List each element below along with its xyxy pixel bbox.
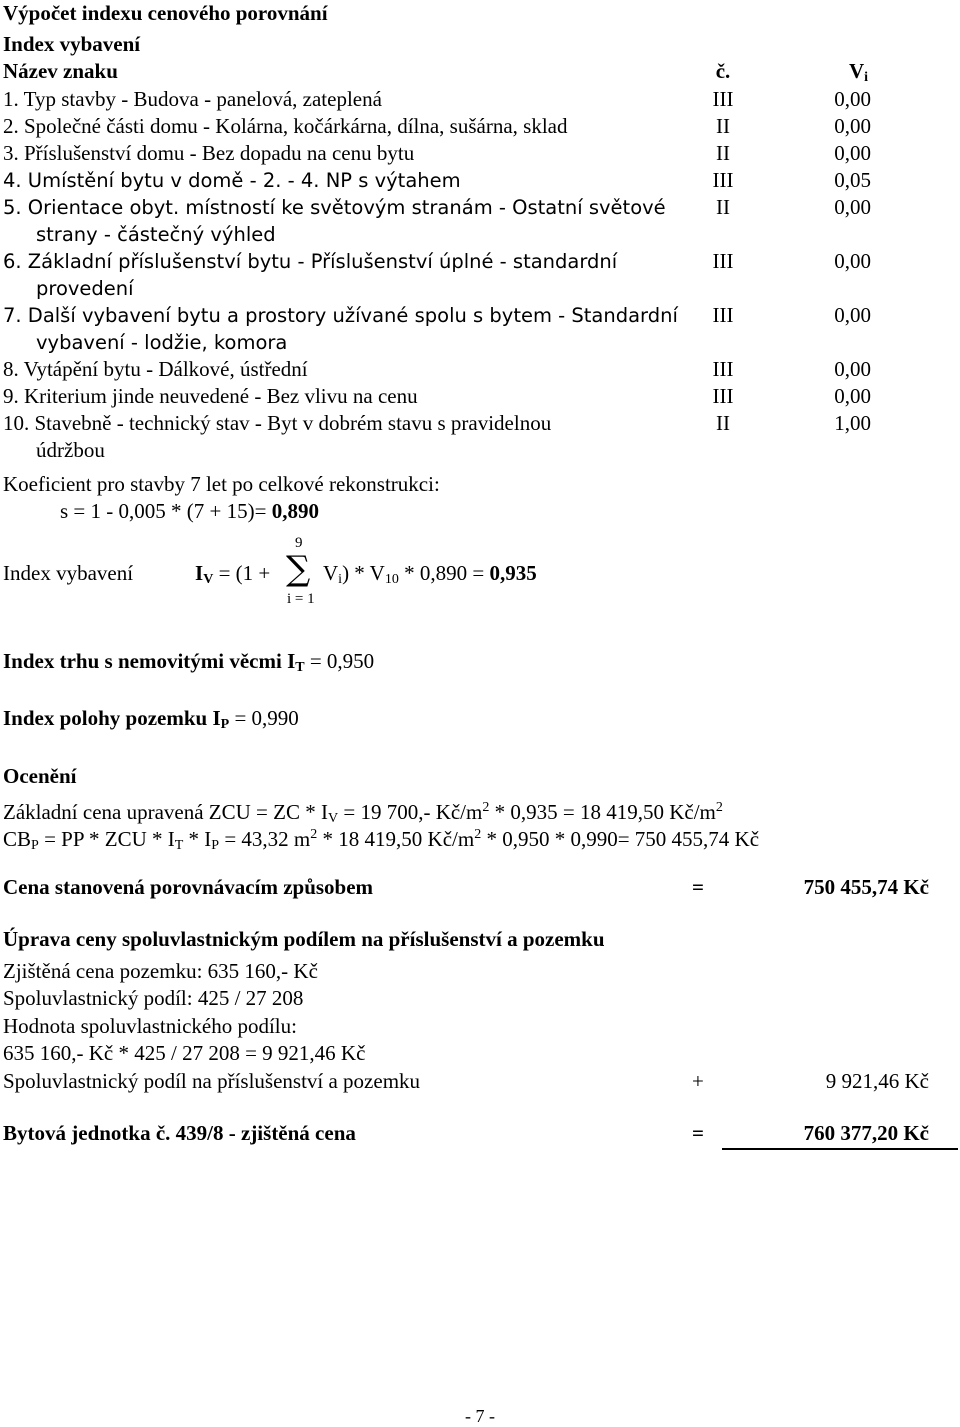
formula-label: Index vybavení xyxy=(3,561,134,585)
item-value: 0,00 xyxy=(834,141,871,165)
adjust-heading: Úprava ceny spoluvlastnickým podílem na příslušenství a pozemku xyxy=(3,927,605,951)
comparative-price-label: Cena stanovená porovnávacím způsobem xyxy=(3,875,374,899)
item-value: 0,00 xyxy=(834,357,871,381)
item-label-line2: údržbou xyxy=(36,438,105,462)
col-header-value: $V_i$ xyxy=(848,59,868,85)
col-header-name: Název znaku xyxy=(3,59,118,83)
formula-expression: $I_V = (1$ + xyxy=(195,561,271,587)
page-title: Výpočet indexu cenového porovnání xyxy=(3,1,328,25)
sum-lower-limit: i = 1 xyxy=(287,591,315,607)
final-price-underline xyxy=(722,1148,958,1150)
item-label-line1: 4. Umístění bytu v domě - 2. - 4. NP s výtahem xyxy=(3,169,461,192)
item-label-line2: vybavení - lodžie, komora xyxy=(36,331,288,354)
item-label-line2: provedení xyxy=(36,277,134,300)
item-value: 0,00 xyxy=(834,303,871,327)
share-amount-sign: + xyxy=(692,1069,704,1093)
coef-line: Koeficient pro stavby 7 let po celkové rekonstrukci: xyxy=(3,472,440,496)
item-label-line1: 5. Orientace obyt. místností ke světovým stranám - Ostatní světové xyxy=(3,196,666,219)
section-title-index-vybaveni: Index vybavení xyxy=(3,32,141,56)
comparative-price-equals: = xyxy=(692,875,704,899)
item-label xyxy=(3,248,617,302)
item-label-line1: 10. Stavebně - technický stav - Byt v dobrém stavu s pravidelnou xyxy=(3,411,552,435)
item-label xyxy=(3,167,461,194)
item-label-line1: 7. Další vybavení bytu a prostory užívané spolu s bytem - Standardní xyxy=(3,304,678,327)
item-class: III xyxy=(712,357,734,381)
cb-line: $CB_P$ = PP * ZCU * $I_T * I_P = 43,32$ $m^2 * 18$ 419,50 $Kč/m^2 * 0,950 * 0,990= 750$ 455,74 Kč xyxy=(3,827,760,853)
item-class: III xyxy=(712,87,734,111)
market-index: Index trhu s nemovitými věcmi $I_T = 0,950$ xyxy=(3,649,375,675)
index-formula xyxy=(3,535,703,615)
sum-icon: ∑ xyxy=(286,549,311,589)
zcu-line: Základní cena upravená ZCU = ZC * $I_V = 19$ 700,- $Kč/m^2 * 0,935 = 18$ 419,50 $Kč/m^2$ xyxy=(3,800,723,826)
item-class: III xyxy=(712,303,734,327)
comparative-price-amount: 750 455,74 Kč xyxy=(803,875,929,899)
item-label xyxy=(3,113,568,140)
item-value: 0,05 xyxy=(834,168,871,192)
item-value: 0,00 xyxy=(834,384,871,408)
item-class: II xyxy=(716,141,730,165)
item-label xyxy=(3,383,418,410)
item-label-line2: strany - částečný výhled xyxy=(36,223,276,246)
share-line: Spoluvlastnický podíl: 425 / 27 208 xyxy=(3,986,304,1010)
item-label-line1: 6. Základní příslušenství bytu - Příslušenství úplné - standardní xyxy=(3,250,618,273)
share-amount-label: Spoluvlastnický podíl na příslušenství a pozemku xyxy=(3,1069,421,1093)
item-value: 0,00 xyxy=(834,87,871,111)
item-label xyxy=(3,86,382,113)
col-header-class: č. xyxy=(715,59,731,83)
final-price-equals: = xyxy=(692,1121,704,1145)
item-value: 0,00 xyxy=(834,195,871,219)
item-label-line1: 2. Společné části domu - Kolárna, kočárkárna, dílna, sušárna, sklad xyxy=(3,114,568,138)
item-value: 0,00 xyxy=(834,114,871,138)
coef-formula: s = 1 - 0,005 * (7 + 15)= 0,890 xyxy=(60,499,319,523)
item-class: II xyxy=(716,411,730,435)
formula-tail: $V_i) * V_{10} * 0,890 = 0,935$ xyxy=(323,561,537,587)
item-label xyxy=(3,410,551,464)
item-class: III xyxy=(712,168,734,192)
item-class: II xyxy=(716,114,730,138)
sum-upper-limit: 9 xyxy=(295,535,303,551)
item-class: II xyxy=(716,195,730,219)
location-index: Index polohy pozemku $I_P = 0,990$ xyxy=(3,706,299,732)
item-label xyxy=(3,356,308,383)
share-value-calc: 635 160,- Kč * 425 / 27 208 = 9 921,46 Kč xyxy=(3,1041,366,1065)
item-value: 1,00 xyxy=(834,411,871,435)
item-label xyxy=(3,302,678,356)
land-price-line: Zjištěná cena pozemku: 635 160,- Kč xyxy=(3,959,318,983)
item-label-line1: 1. Typ stavby - Budova - panelová, zateplená xyxy=(3,87,382,111)
final-price-amount: 760 377,20 Kč xyxy=(803,1121,929,1145)
item-label xyxy=(3,140,414,167)
share-amount: 9 921,46 Kč xyxy=(825,1069,929,1093)
item-label-line1: 8. Vytápění bytu - Dálkové, ústřední xyxy=(3,357,308,381)
item-label-line1: 3. Příslušenství domu - Bez dopadu na cenu bytu xyxy=(3,141,415,165)
item-label-line1: 9. Kriterium jinde neuvedené - Bez vlivu na cenu xyxy=(3,384,418,408)
item-class: III xyxy=(712,384,734,408)
share-value-label: Hodnota spoluvlastnického podílu: xyxy=(3,1014,297,1038)
item-value: 0,00 xyxy=(834,249,871,273)
page-number: - 7 - xyxy=(465,1406,495,1426)
valuation-heading: Ocenění xyxy=(3,764,77,788)
item-class: III xyxy=(712,249,734,273)
item-label xyxy=(3,194,666,248)
final-price-label: Bytová jednotka č. 439/8 - zjištěná cena xyxy=(3,1121,356,1145)
